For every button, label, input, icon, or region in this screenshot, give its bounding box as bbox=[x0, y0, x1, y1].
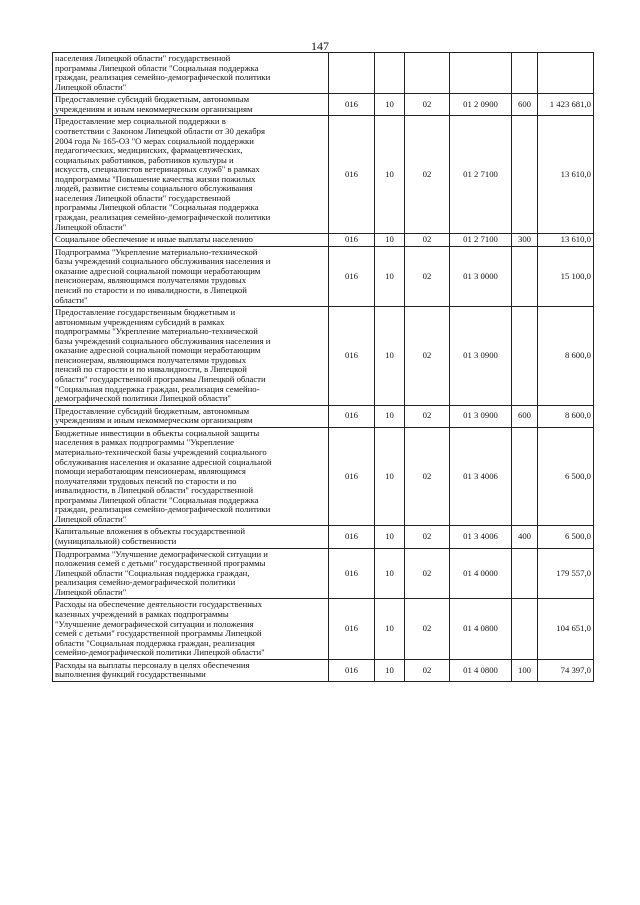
table-row bbox=[53, 53, 594, 94]
section-cell: 10 bbox=[375, 405, 405, 427]
subsection-cell: 02 bbox=[405, 94, 450, 116]
table-row bbox=[53, 234, 594, 247]
expense-type-cell: 100 bbox=[512, 659, 538, 681]
table-row bbox=[53, 526, 594, 548]
sum-cell: 13 610,0 bbox=[538, 116, 594, 234]
expense-type-cell bbox=[512, 53, 538, 94]
section-cell: 10 bbox=[375, 526, 405, 548]
table-row bbox=[53, 599, 594, 659]
section-cell: 10 bbox=[375, 94, 405, 116]
expense-type-cell bbox=[512, 307, 538, 406]
grbs-cell: 016 bbox=[329, 427, 375, 526]
expense-type-cell bbox=[512, 548, 538, 599]
table-row bbox=[53, 307, 594, 406]
grbs-cell: 016 bbox=[329, 659, 375, 681]
row-name-cell: Капитальные вложения в объекты государственной (муниципальной) собственности bbox=[53, 526, 329, 548]
expense-type-cell bbox=[512, 246, 538, 306]
subsection-cell: 02 bbox=[405, 548, 450, 599]
section-cell: 10 bbox=[375, 427, 405, 526]
section-cell: 10 bbox=[375, 116, 405, 234]
row-name-cell: Предоставление субсидий бюджетным, автономным учреждениям и иным некоммерческим организациям bbox=[53, 405, 329, 427]
expense-type-cell: 300 bbox=[512, 234, 538, 247]
target-cell: 01 2 7100 bbox=[450, 116, 512, 234]
budget-table bbox=[52, 52, 594, 682]
row-name-cell: Предоставление государственным бюджетным и автономным учреждениям субсидий в рамках подпрограммы "Укрепление материально-технической базы учреждений социального обслуживания населения и оказание адресной социальной помощи неработающим пенсионерам, являющимся получателями трудовых пенсий по старости и по инвалидности, в Липецкой области" государственной программы Липецкой области "Социальная поддержка граждан, реализация семейно- демографической политики Липецкой области" bbox=[53, 307, 329, 406]
sum-cell: 74 397,0 bbox=[538, 659, 594, 681]
target-cell: 01 3 4006 bbox=[450, 526, 512, 548]
sum-cell: 15 100,0 bbox=[538, 246, 594, 306]
sum-cell: 6 500,0 bbox=[538, 526, 594, 548]
grbs-cell: 016 bbox=[329, 94, 375, 116]
expense-type-cell: 600 bbox=[512, 405, 538, 427]
subsection-cell: 02 bbox=[405, 427, 450, 526]
sum-cell: 104 651,0 bbox=[538, 599, 594, 659]
grbs-cell: 016 bbox=[329, 526, 375, 548]
table-row bbox=[53, 116, 594, 234]
grbs-cell: 016 bbox=[329, 246, 375, 306]
section-cell: 10 bbox=[375, 234, 405, 247]
grbs-cell: 016 bbox=[329, 548, 375, 599]
expense-type-cell: 600 bbox=[512, 94, 538, 116]
subsection-cell: 02 bbox=[405, 307, 450, 406]
sum-cell bbox=[538, 53, 594, 94]
subsection-cell bbox=[405, 53, 450, 94]
subsection-cell: 02 bbox=[405, 659, 450, 681]
grbs-cell: 016 bbox=[329, 116, 375, 234]
row-name-cell: Подпрограмма "Укрепление материально-технической базы учреждений социального обслуживания населения и оказание адресной социальной помощи неработающим пенсионерам, являющимся получателями трудовых пенсий по старости и по инвалидности, в Липецкой области" bbox=[53, 246, 329, 306]
target-cell: 01 4 0800 bbox=[450, 659, 512, 681]
row-name-cell: Подпрограмма "Улучшение демографической ситуации и положения семей с детьми" государственной программы Липецкой области "Социальная поддержка граждан, реализация семейно-демографической политики Липецкой области" bbox=[53, 548, 329, 599]
row-name-cell: населения Липецкой области" государственной программы Липецкой области "Социальная поддержка граждан, реализация семейно-демографической политики Липецкой области" bbox=[53, 53, 329, 94]
grbs-cell: 016 bbox=[329, 405, 375, 427]
table-row bbox=[53, 548, 594, 599]
table-row bbox=[53, 405, 594, 427]
section-cell: 10 bbox=[375, 246, 405, 306]
row-name-cell: Предоставление мер социальной поддержки в соответствии с Законом Липецкой области от 30 декабря 2004 года № 165-ОЗ "О мерах социальной поддержки педагогических, медицинских, фармацевтических, социальных работников, работников культуры и искусств, специалистов ветеринарных служб" в рамках подпрограммы "Повышение качества жизни пожилых людей, развитие системы социального обслуживания населения Липецкой области" государственной программы Липецкой области "Социальная поддержка граждан, реализация семейно-демографической политики Липецкой области" bbox=[53, 116, 329, 234]
section-cell: 10 bbox=[375, 548, 405, 599]
page-number: 147 bbox=[311, 39, 329, 53]
subsection-cell: 02 bbox=[405, 234, 450, 247]
target-cell: 01 4 0800 bbox=[450, 599, 512, 659]
table-row bbox=[53, 246, 594, 306]
table-row bbox=[53, 659, 594, 681]
target-cell bbox=[450, 53, 512, 94]
row-name-cell: Предоставление субсидий бюджетным, автономным учреждениям и иным некоммерческим организациям bbox=[53, 94, 329, 116]
subsection-cell: 02 bbox=[405, 405, 450, 427]
table-row bbox=[53, 427, 594, 526]
sum-cell: 1 423 681,0 bbox=[538, 94, 594, 116]
target-cell: 01 3 0900 bbox=[450, 307, 512, 406]
section-cell: 10 bbox=[375, 307, 405, 406]
subsection-cell: 02 bbox=[405, 246, 450, 306]
grbs-cell: 016 bbox=[329, 599, 375, 659]
budget-table-body bbox=[53, 53, 594, 682]
expense-type-cell bbox=[512, 599, 538, 659]
expense-type-cell bbox=[512, 427, 538, 526]
sum-cell: 179 557,0 bbox=[538, 548, 594, 599]
target-cell: 01 3 4006 bbox=[450, 427, 512, 526]
row-name-cell: Социальное обеспечение и иные выплаты населению bbox=[53, 234, 329, 247]
subsection-cell: 02 bbox=[405, 526, 450, 548]
section-cell: 10 bbox=[375, 599, 405, 659]
target-cell: 01 2 7100 bbox=[450, 234, 512, 247]
expense-type-cell bbox=[512, 116, 538, 234]
target-cell: 01 4 0000 bbox=[450, 548, 512, 599]
table-row bbox=[53, 94, 594, 116]
row-name-cell: Расходы на обеспечение деятельности государственных казенных учреждений в рамках подпрограммы "Улучшение демографической ситуации и положения семей с детьми" государственной программы Липецкой области "Социальная поддержка граждан, реализация семейно-демографической политики Липецкой области" bbox=[53, 599, 329, 659]
sum-cell: 8 600,0 bbox=[538, 307, 594, 406]
section-cell: 10 bbox=[375, 659, 405, 681]
sum-cell: 6 500,0 bbox=[538, 427, 594, 526]
grbs-cell: 016 bbox=[329, 307, 375, 406]
sum-cell: 13 610,0 bbox=[538, 234, 594, 247]
subsection-cell: 02 bbox=[405, 116, 450, 234]
grbs-cell: 016 bbox=[329, 234, 375, 247]
expense-type-cell: 400 bbox=[512, 526, 538, 548]
section-cell bbox=[375, 53, 405, 94]
target-cell: 01 3 0000 bbox=[450, 246, 512, 306]
row-name-cell: Расходы на выплаты персоналу в целях обеспечения выполнения функций государственными bbox=[53, 659, 329, 681]
row-name-cell: Бюджетные инвестиции в объекты социальной защиты населения в рамках подпрограммы "Укрепление материально-технической базы учреждений социального обслуживания населения и оказание адресной социальной помощи неработающим пенсионерам, являющимся получателями трудовых пенсий по старости и по инвалидности, в Липецкой области" государственной программы Липецкой области "Социальная поддержка граждан, реализация семейно-демографической политики Липецкой области" bbox=[53, 427, 329, 526]
target-cell: 01 3 0900 bbox=[450, 405, 512, 427]
subsection-cell: 02 bbox=[405, 599, 450, 659]
sum-cell: 8 600,0 bbox=[538, 405, 594, 427]
target-cell: 01 2 0900 bbox=[450, 94, 512, 116]
grbs-cell bbox=[329, 53, 375, 94]
